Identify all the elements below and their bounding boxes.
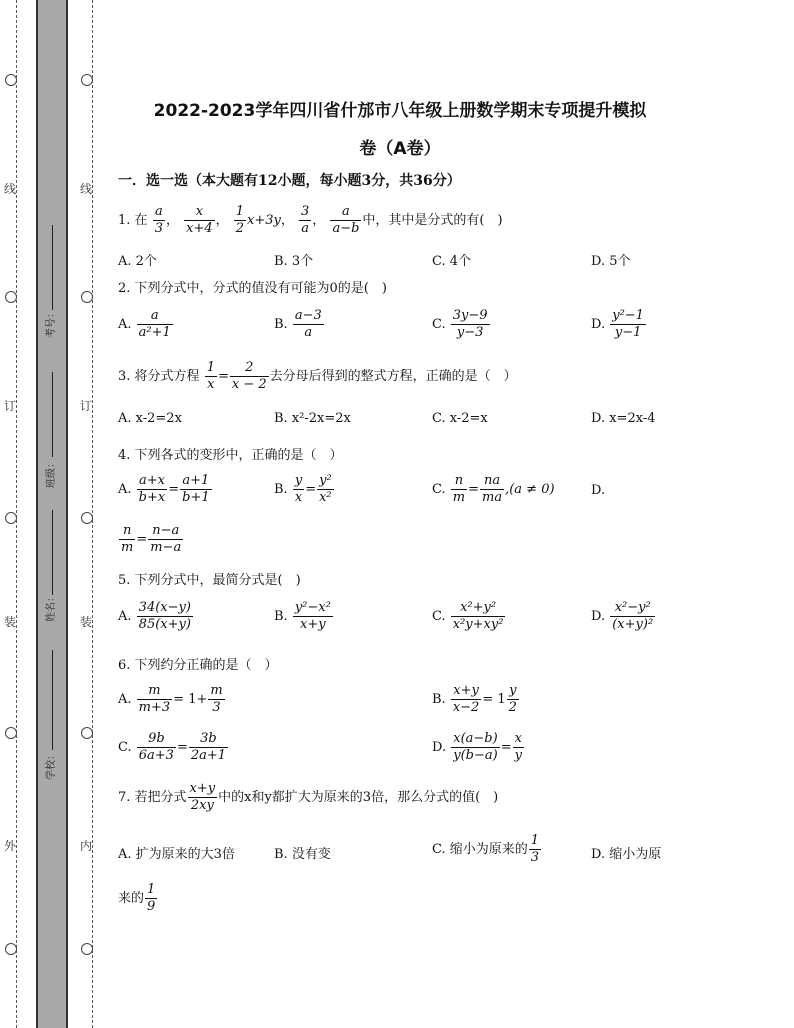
outer-char: 外 [4,839,17,853]
q1-option-b[interactable]: B. 3个 [274,254,314,269]
inner-char: 内 [80,839,93,853]
field-label-class: 班级： [46,458,57,488]
question-5: 5. 下列分式中，最简分式是( ) [118,573,301,588]
q4-option-b[interactable]: B. $\frac{y}{x}$ = $\frac{\text{y²}}{\text{x²}}$ [274,473,332,505]
binding-hole [81,512,93,524]
q6-option-b[interactable]: B. $\frac{x+y}{x-2}$ = 1 $\frac{y}{2}$ [432,683,517,715]
q3-option-c[interactable]: C. x-2=x [432,411,488,426]
field-line-exam-number[interactable] [52,225,53,310]
q7-option-a[interactable]: A. 扩为原来的大3倍 [118,847,235,862]
page-title-line2: 卷（A卷） [359,139,441,159]
field-label-exam-number: 考号： [46,308,57,338]
q1-option-c[interactable]: C. 4个 [432,254,472,269]
binding-hole [5,512,17,524]
section-heading: 一．选一选（本大题有12小题，每小题3分，共36分） [118,173,461,189]
field-line-school[interactable] [52,650,53,750]
binding-hole [81,291,93,303]
question-6: 6. 下列约分正确的是（ ） [118,658,278,673]
fraction: $\frac{a}{3}$ [154,204,163,236]
question-2: 2. 下列分式中，分式的值没有可能为0的是( ) [118,281,387,296]
q2-option-a[interactable]: A. $\frac{a}{\text{a²+1}}$ [118,308,171,340]
q3-option-b[interactable]: B. x²-2x=2x [274,411,351,426]
inner-char: 订 [80,399,93,413]
field-line-name[interactable] [52,510,53,595]
question-1: 1. 在 $\frac{a}{3}$ ， $\frac{x}{x+4}$ ， $\frac{1}{2}$ x+3y， $\frac{3}{a}$ ， $\frac{a}{a-b}$ 中，其中是分式的有( ) [118,204,503,236]
binding-hole [81,943,93,955]
question-3: 3. 将分式方程 $\frac{1}{x}$ = $\frac{2}{x - 2}$ 去分母后得到的整式方程，正确的是（ ） [118,360,517,392]
binding-hole [81,74,93,86]
q1-option-d[interactable]: D. 5个 [591,254,631,269]
q1-number: 1. 在 [118,213,148,228]
binding-hole [5,291,17,303]
q4-option-d[interactable]: D. [591,483,606,498]
question-7: 7. 若把分式 $\frac{x+y}{2xy}$ 中的x和y都扩大为原来的3倍，那么分式的值( ) [118,781,499,813]
binding-hole [5,74,17,86]
outer-char: 订 [4,399,17,413]
fraction: $\frac{1}{2}$ [235,204,245,236]
fraction: $\frac{x}{x+4}$ [186,204,213,236]
q7-option-c[interactable]: C. 缩小为原来的 $\frac{1}{3}$ [432,833,540,865]
q5-option-c[interactable]: C. $\frac{\text{x²+y²}}{\text{x²y+xy²}}$ [432,600,504,632]
q6-option-c[interactable]: C. $\frac{9b}{6a+3}$ = $\frac{3b}{2a+1}$ [118,731,227,763]
field-line-class[interactable] [52,372,53,457]
field-label-name: 姓名： [46,592,57,622]
q3-option-d[interactable]: D. x=2x-4 [591,411,656,426]
q2-option-d[interactable]: D. $\frac{\text{y²−1}}{y-1}$ [591,308,644,340]
fraction: $\frac{3}{a}$ [301,204,310,236]
q7-option-d[interactable]: D. 缩小为原 [591,847,662,862]
q5-option-b[interactable]: B. $\frac{\text{y²−x²}}{x+y}$ [274,600,331,632]
q5-option-a[interactable]: A. $\frac{34(x-y)}{85(x+y)}$ [118,600,191,632]
inner-char: 装 [80,615,93,629]
q7-option-b[interactable]: B. 没有变 [274,847,331,862]
q2-option-b[interactable]: B. $\frac{a-3}{a}$ [274,308,322,340]
q6-option-d[interactable]: D. $\frac{x(a-b)}{y(b-a)}$ = $\frac{x}{y}$ [432,731,522,763]
field-label-school: 学校： [46,750,57,780]
binding-hole [81,727,93,739]
q4-option-d-expr[interactable]: $\frac{n}{m}$ = $\frac{n-a}{m-a}$ [121,523,182,555]
q4-option-a[interactable]: A. $\frac{a+x}{b+x}$ = $\frac{a+1}{b+1}$ [118,473,210,505]
binding-hole [5,943,17,955]
outer-char: 装 [4,615,17,629]
q5-option-d[interactable]: D. $\frac{\text{x²−y²}}{\text{(x+y)²}}$ [591,600,654,632]
fraction: $\frac{a}{a-b}$ [332,204,360,236]
q4-option-c[interactable]: C. $\frac{n}{m}$ = $\frac{na}{ma}$ ,(a ≠ 0) [432,473,555,505]
inner-char: 线 [80,182,93,196]
page-title: 2022-2023学年四川省什邡市八年级上册数学期末专项提升模拟 [153,101,647,121]
question-4: 4. 下列各式的变形中，正确的是（ ） [118,448,343,463]
outer-char: 线 [4,182,17,196]
q6-option-a[interactable]: A. $\frac{m}{m+3}$ = 1+ $\frac{m}{3}$ [118,683,223,715]
binding-hole [5,727,17,739]
q7-option-d-cont[interactable]: 来的 $\frac{1}{9}$ [118,882,156,914]
q1-option-a[interactable]: A. 2个 [118,254,157,269]
q3-option-a[interactable]: A. x-2=2x [118,411,182,426]
q2-option-c[interactable]: C. $\frac{3y-9}{y-3}$ [432,308,488,340]
